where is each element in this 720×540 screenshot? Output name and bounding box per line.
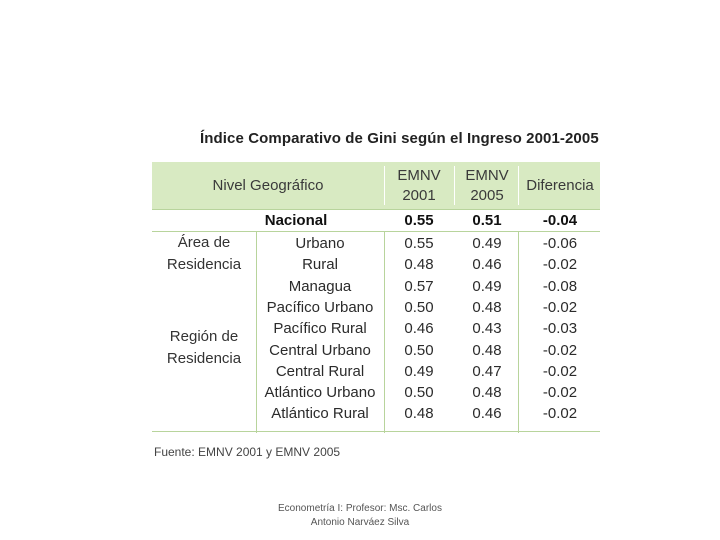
nacional-diferencia: -0.04 [542, 212, 578, 229]
table-row [152, 318, 600, 339]
value-2001: 0.46 [404, 320, 434, 338]
value-diferencia: -0.02 [542, 256, 578, 274]
nacional-2001: 0.55 [404, 212, 434, 229]
value-2001: 0.50 [404, 341, 434, 359]
group-area-line2: Residencia [166, 256, 242, 273]
value-2005: 0.48 [472, 384, 502, 402]
value-diferencia: -0.02 [542, 298, 578, 316]
header-emnv-2001-line2: 2001 [402, 186, 436, 204]
group-area-line1: Área de [177, 234, 231, 251]
table-title: Índice Comparativo de Gini según el Ingreso 2001-2005 [200, 130, 599, 147]
table-row [152, 297, 600, 318]
table-row [152, 340, 600, 361]
header-diferencia: Diferencia [526, 176, 594, 194]
header-emnv-2001 [384, 162, 454, 209]
value-2005: 0.43 [472, 320, 502, 338]
region-label: Managua [288, 277, 352, 295]
value-2005: 0.48 [472, 298, 502, 316]
header-emnv-2005 [454, 162, 520, 209]
value-2005: 0.47 [472, 362, 502, 380]
source-note: Fuente: EMNV 2001 y EMNV 2005 [154, 445, 341, 459]
header-emnv-2005-line1: EMNV [465, 166, 509, 184]
group-region-line1: Región de [169, 328, 239, 345]
value-2005: 0.46 [472, 256, 502, 274]
gini-table [152, 162, 600, 423]
region-label: Rural [302, 256, 338, 274]
group-region-line2: Residencia [166, 350, 242, 367]
value-2005: 0.48 [472, 341, 502, 359]
table-row [152, 276, 600, 297]
value-2001: 0.49 [404, 362, 434, 380]
header-divider [454, 166, 455, 205]
value-diferencia: -0.02 [542, 384, 578, 402]
header-emnv-2001-line1: EMNV [397, 166, 441, 184]
value-2001: 0.57 [404, 277, 434, 295]
value-diferencia: -0.06 [542, 235, 578, 252]
value-2005: 0.49 [472, 277, 502, 295]
table-row [152, 361, 600, 382]
table-header [152, 162, 600, 210]
region-label: Urbano [295, 235, 345, 252]
value-2005: 0.46 [472, 405, 502, 423]
header-nivel-geografico: Nivel Geográfico [212, 176, 324, 194]
region-label: Atlántico Urbano [264, 384, 376, 402]
footer-line2: Antonio Narváez Silva [310, 517, 410, 528]
table-row [152, 403, 600, 424]
region-label: Central Urbano [269, 341, 371, 359]
value-2001: 0.50 [404, 298, 434, 316]
table-bottom-rule [152, 431, 600, 432]
header-divider [384, 166, 385, 205]
footer-line1: Econometría I: Profesor: Msc. Carlos [278, 503, 442, 514]
table-row [152, 233, 600, 254]
slide-footer [240, 502, 480, 530]
nacional-2005: 0.51 [472, 212, 502, 229]
value-diferencia: -0.02 [542, 341, 578, 359]
value-2001: 0.55 [404, 235, 434, 252]
value-2001: 0.50 [404, 384, 434, 402]
header-divider [518, 166, 519, 205]
value-diferencia: -0.02 [542, 362, 578, 380]
header-emnv-2005-line2: 2005 [470, 186, 504, 204]
value-2001: 0.48 [404, 405, 434, 423]
region-label: Central Rural [275, 362, 365, 380]
nacional-label: Nacional [264, 212, 328, 229]
row-nacional [152, 210, 600, 232]
value-2005: 0.49 [472, 235, 502, 252]
region-label: Pacífico Urbano [266, 298, 374, 316]
value-diferencia: -0.08 [542, 277, 578, 295]
value-2001: 0.48 [404, 256, 434, 274]
region-label: Atlántico Rural [271, 405, 369, 423]
region-label: Pacífico Rural [273, 320, 367, 338]
table-row [152, 382, 600, 403]
table-row [152, 254, 600, 275]
value-diferencia: -0.03 [542, 320, 578, 338]
value-diferencia: -0.02 [542, 405, 578, 423]
